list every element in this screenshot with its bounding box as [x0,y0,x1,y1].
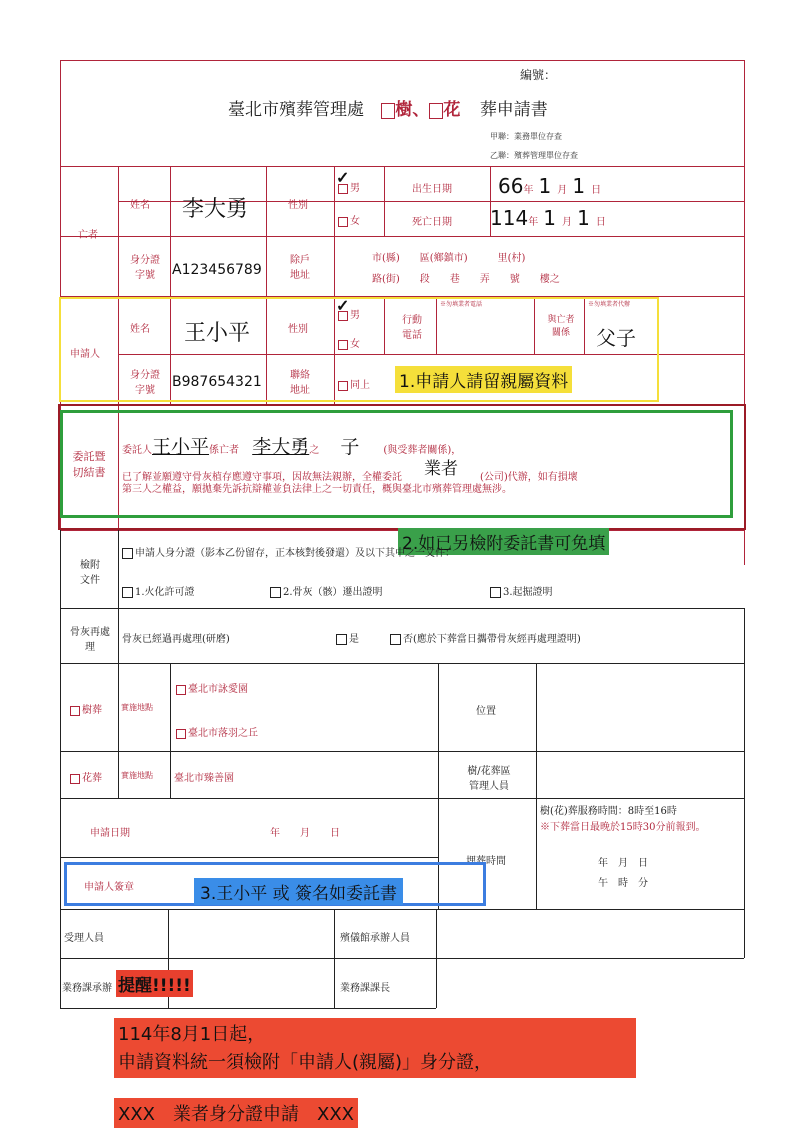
docs-item-exhume[interactable]: 3.起掘證明 [490,583,553,598]
title-apply: 葬申請書 [479,100,548,120]
relation-note: ※勿填業者代辦 [588,301,631,308]
entrust-deceased[interactable]: 李大勇 [252,436,310,458]
flower-staff-label: 樹/花葬區 管理人員 [467,766,511,792]
entrust-relation[interactable]: 子 [340,436,360,458]
deceased-id-value[interactable]: A123456789 [172,262,262,278]
docs-item-cremation[interactable]: 1.火化許可證 [122,583,195,598]
tree-checkbox[interactable] [381,103,395,119]
applicant-male-option[interactable]: 男 [338,306,360,321]
deceased-name-label: 姓名 [130,200,150,211]
tree-burial-option[interactable]: 樹葬 [70,701,102,716]
phone-note: ※勿填業者電話 [440,301,483,308]
copy-a: 甲聯：業務單位存查 [490,132,562,141]
copy-b: 乙聯：殯葬管理單位存查 [490,151,578,160]
death-date-value[interactable]: 114年 1 月 1 日 [490,206,606,230]
relation-value[interactable]: 父子 [596,326,636,350]
service-hours: 樹(花)葬服務時間：8時至16時 [540,806,677,817]
death-date-label: 死亡日期 [412,217,452,228]
reprocess-yes[interactable]: 是 [336,630,359,645]
title-org: 臺北市殯葬管理處 [228,100,364,120]
chief-label: 業務課課長 [340,983,390,994]
flower-burial-option[interactable]: 花葬 [70,769,102,784]
notice-line-2: 申請資料統一須檢附「申請人(親屬)」身分證， [118,1052,493,1073]
reprocess-text: 骨灰已經過再處理(研磨) [122,634,230,645]
notice-line-1: 114年8月1日起， [118,1024,266,1045]
tree-option-luoyu[interactable]: 臺北市落羽之丘 [176,724,258,739]
reprocess-label: 骨灰再處 理 [70,627,110,653]
entrust-line1: 委託人王小平係亡者 李大勇之 子 (與受葬者關係)， [122,436,462,458]
phone-label: 行動 電話 [402,315,422,341]
flower-place-label: 實施地點 [121,771,153,780]
deceased-addr-label: 除戶 地址 [290,255,310,281]
bury-time[interactable]: 午 時 分 [598,878,648,889]
docs-item-ash[interactable]: 2.骨灰（骸）遷出證明 [270,583,383,598]
annotation-1: 1.申請人請留親屬資料 [395,366,572,393]
applicant-section-label: 申請人 [70,349,100,360]
form-title [228,95,548,120]
deceased-addr-line1[interactable]: 市(縣) 區(鄉鎮市) 里(村) [372,253,526,264]
remind-label: 提醒!!!!! [116,970,193,997]
applicant-check-mark: ✓ [336,296,350,315]
docs-label: 檢附 文件 [80,560,100,586]
flower-checkbox[interactable] [429,103,443,119]
title-flower: 花 [443,100,461,120]
apply-date-fields[interactable]: 年 月 日 [270,828,340,839]
applicant-sign-label: 申請人簽章 [84,882,134,893]
deceased-addr-line2[interactable]: 路(街) 段 巷 弄 號 樓之 [372,274,560,285]
annotation-3: 3.王小平 或 簽名如委託書 [194,878,403,905]
receiver-label: 受理人員 [64,933,104,944]
birth-date-label: 出生日期 [412,184,452,195]
service-note: ※下葬當日最晚於15時30分前報到。 [540,822,706,833]
entrust-line3: 第三人之權益，願拋棄先訴抗辯權並負法律上之一切責任，概與臺北市殯葬管理處無涉。 [122,484,512,495]
deceased-id-label: 身分證 字號 [130,255,160,281]
tree-place-label: 實施地點 [121,703,153,712]
deceased-gender-label: 性別 [288,200,308,211]
title-tree: 樹、 [395,100,430,120]
docs-item-id[interactable]: 申請人身分證（影本乙份留存，正本核對後發還）及以下其中之一文件： [122,544,455,559]
tree-position-label: 位置 [476,706,496,717]
bury-time-label: 埋葬時間 [466,856,506,867]
entrust-line2: 已了解並願遵守骨灰植存應遵守事項，因故無法親辦，全權委託 業者 (公司)代辦，如有損壞 [122,459,578,483]
birth-date-value[interactable]: 66年 1 月 1 日 [498,174,602,198]
applicant-id-label: 身分證 字號 [130,370,160,396]
applicant-id-value[interactable]: B987654321 [172,374,262,390]
annotation-2: 2.如已另檢附委託書可免填 [398,528,609,555]
applicant-name-label: 姓名 [130,324,150,335]
apply-date-label: 申請日期 [90,828,130,839]
entrust-principal[interactable]: 王小平 [152,436,210,458]
deceased-name-value[interactable]: 李大勇 [182,197,249,222]
frame-top [60,60,744,61]
funeral-staff-label: 殯儀館承辦人員 [340,933,410,944]
entrust-agent[interactable]: 業者 [424,459,458,479]
applicant-female-option[interactable]: 女 [338,335,360,350]
applicant-addr-label: 聯絡 地址 [290,370,310,396]
notice-line-3: XXX 業者身分證申請 XXX [114,1098,358,1128]
deceased-check-mark: ✓ [336,168,350,187]
serial-label: 編號： [520,68,557,82]
bury-date[interactable]: 年 月 日 [598,858,648,869]
same-address-option[interactable]: 同上 [338,376,370,391]
entrust-section-label: 委託暨 切結書 [72,450,106,479]
tree-option-yongai[interactable]: 臺北市詠愛園 [176,680,248,695]
deceased-section-label: 亡者 [78,230,98,241]
flower-place: 臺北市臻善園 [174,773,234,784]
deceased-female-option[interactable]: 女 [338,212,360,227]
applicant-gender-label: 性別 [288,324,308,335]
reprocess-no[interactable]: 否(應於下葬當日攜帶骨灰經再處理證明) [390,630,581,645]
applicant-name-value[interactable]: 王小平 [184,321,251,346]
clerk-label: 業務課承辦 [62,983,112,994]
relation-label: 與亡者 關係 [547,315,575,338]
deceased-male-option[interactable]: 男 [338,179,360,194]
